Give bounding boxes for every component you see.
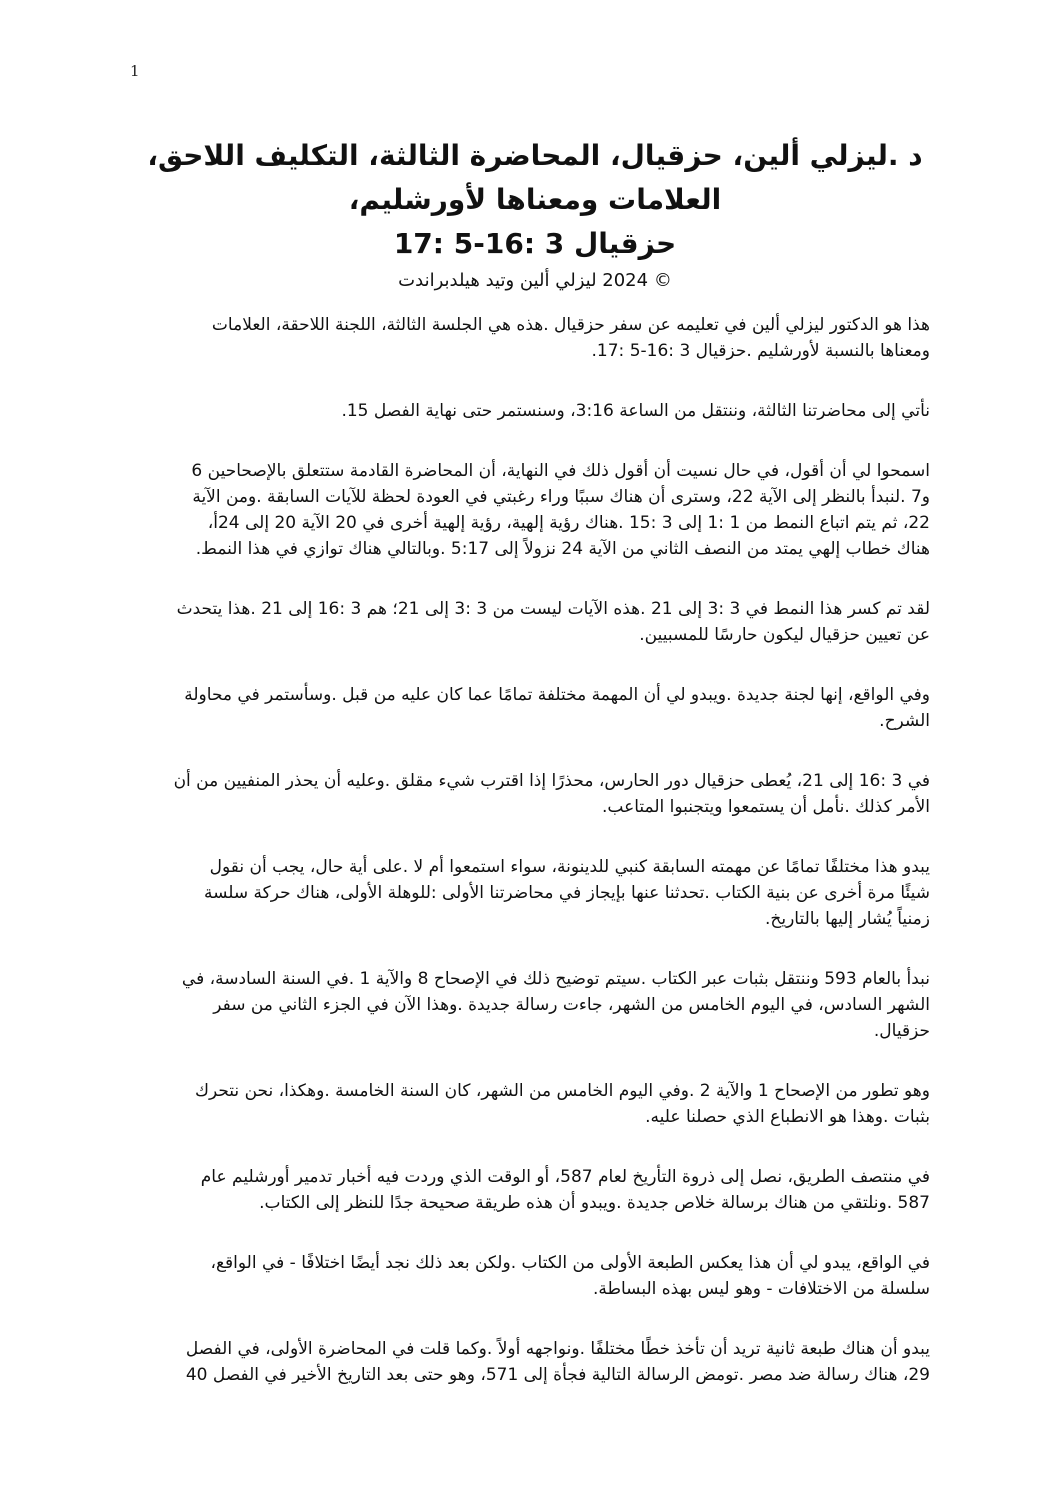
paragraph [135, 1336, 930, 1388]
text-line: زمنياً يُشار إليها بالتاريخ. [764, 909, 930, 929]
text-line: 587 .ونلتقي من هناك برسالة خلاص جديدة .ويبدو أن هذه طريقة صحيحة جدًا للنظر إلى الكتاب. [259, 1193, 930, 1213]
text-line: في الواقع، يبدو لي أن هذا يعكس الطبعة الأولى من الكتاب .ولكن بعد ذلك نجد أيضًا اختلافًا - في الواقع، [210, 1253, 930, 1273]
text-line: وفي الواقع، إنها لجنة جديدة .ويبدو لي أن المهمة مختلفة تمامًا عما كان عليه من قبل .وسأستمر في محاولة [184, 685, 930, 705]
text-line: ومعناها بالنسبة لأورشليم .حزقيال 3 :16-5 :17. [591, 341, 930, 361]
paragraph [135, 312, 930, 364]
text-line: هذا هو الدكتور ليزلي ألين في تعليمه عن سفر حزقيال .هذه هي الجلسة الثالثة، اللجنة اللاحقة، العلامات [211, 315, 930, 335]
text-line: نأتي إلى محاضرتنا الثالثة، وننتقل من الساعة 3:16، وسنستمر حتى نهاية الفصل 15. [341, 401, 930, 421]
paragraph [135, 854, 930, 932]
text-line: الشرح. [879, 711, 930, 731]
text-line: سلسلة من الاختلافات - وهو ليس بهذه البساطة. [592, 1279, 930, 1299]
paragraph [135, 966, 930, 1044]
text-line: وهو تطور من الإصحاح 1 والآية 2 .وفي اليوم الخامس من الشهر، كان السنة الخامسة .وهكذا، نحن نتحرك [194, 1081, 930, 1101]
text-line: هناك خطاب إلهي يمتد من النصف الثاني من الآية 24 نزولاً إلى 5:17 .وبالتالي هناك توازي في هذا النمط. [195, 539, 930, 559]
paragraph [135, 458, 930, 562]
text-line: بثبات .وهذا هو الانطباع الذي حصلنا عليه. [645, 1107, 930, 1127]
page-number: 1 [130, 62, 140, 80]
paragraph [135, 398, 930, 424]
copyright-line: © 2024 ليزلي ألين وتيد هيلدبراندت [398, 270, 672, 291]
paragraph [135, 1250, 930, 1302]
text-line: الشهر السادس، في اليوم الخامس من الشهر، جاءت رسالة جديدة .وهذا الآن في الجزء الثاني من سفر [213, 995, 930, 1015]
paragraph [135, 596, 930, 648]
paragraph [135, 1078, 930, 1130]
title-line-3: حزقيال 3 :16-5 :17 [393, 227, 677, 260]
paragraph [135, 682, 930, 734]
text-line: في منتصف الطريق، نصل إلى ذروة التأريخ لعام 587، أو الوقت الذي وردت فيه أخبار تدمير أورشليم عام [200, 1167, 930, 1187]
text-line: اسمحوا لي أن أقول، في حال نسيت أن أقول ذلك في النهاية، أن المحاضرة القادمة ستتعلق بالإصحاحين 6 [191, 461, 930, 481]
text-line: 22، ثم يتم اتباع النمط من 1 :1 إلى 3 :15 .هناك رؤية إلهية، رؤية إلهية أخرى في 20 الآية 20 إلى 24أ، [207, 513, 930, 533]
document-body [135, 312, 930, 1422]
title-line-1: د .ليزلي ألين، حزقيال، المحاضرة الثالثة، التكليف اللاحق، [147, 139, 923, 172]
text-line: عن تعيين حزقيال ليكون حارسًا للمسبيين. [639, 625, 930, 645]
paragraph [135, 1164, 930, 1216]
text-line: الأمر كذلك .نأمل أن يستمعوا ويتجنبوا المتاعب. [601, 797, 930, 817]
text-line: حزقيال. [873, 1021, 930, 1041]
text-line: نبدأ بالعام 593 وننتقل بثبات عبر الكتاب .سيتم توضيح ذلك في الإصحاح 8 والآية 1 .في السنة السادسة، في [181, 969, 930, 989]
text-line: شيئًا مرة أخرى عن بنية الكتاب .تحدثنا عنها بإيجاز في محاضرتنا الأولى :للوهلة الأولى، هناك حركة سلسة [203, 883, 930, 903]
text-line: 29، هناك رسالة ضد مصر .تومض الرسالة التالية فجأة إلى 571، وهو حتى بعد التاريخ الأخير في الفصل 40 [185, 1365, 930, 1385]
title-line-2: العلامات ومعناها لأورشليم، [348, 183, 722, 216]
text-line: في 3 :16 إلى 21، يُعطى حزقيال دور الحارس، محذرًا إذا اقترب شيء مقلق .وعليه أن يحذر المنفيين من أن [173, 771, 930, 791]
text-line: و7 .لنبدأ بالنظر إلى الآية 22، وسترى أن هناك سببًا وراء رغبتي في العودة لحظة للآيات السابقة .ومن الآية [192, 487, 930, 507]
text-line: لقد تم كسر هذا النمط في 3 :3 إلى 21 .هذه الآيات ليست من 3 :3 إلى 21؛ هم 3 :16 إلى 21 .هذا يتحدث [176, 599, 930, 619]
document-header [140, 134, 930, 294]
text-line: يبدو هذا مختلفًا تمامًا عن مهمته السابقة كنبي للدينونة، سواء استمعوا أم لا .على أية حال، يجب أن نقول [209, 857, 930, 877]
paragraph [135, 768, 930, 820]
text-line: يبدو أن هناك طبعة ثانية تريد أن تأخذ خطًا مختلفًا .ونواجهه أولاً .وكما قلت في المحاضرة الأولى، في الفصل [185, 1339, 930, 1359]
